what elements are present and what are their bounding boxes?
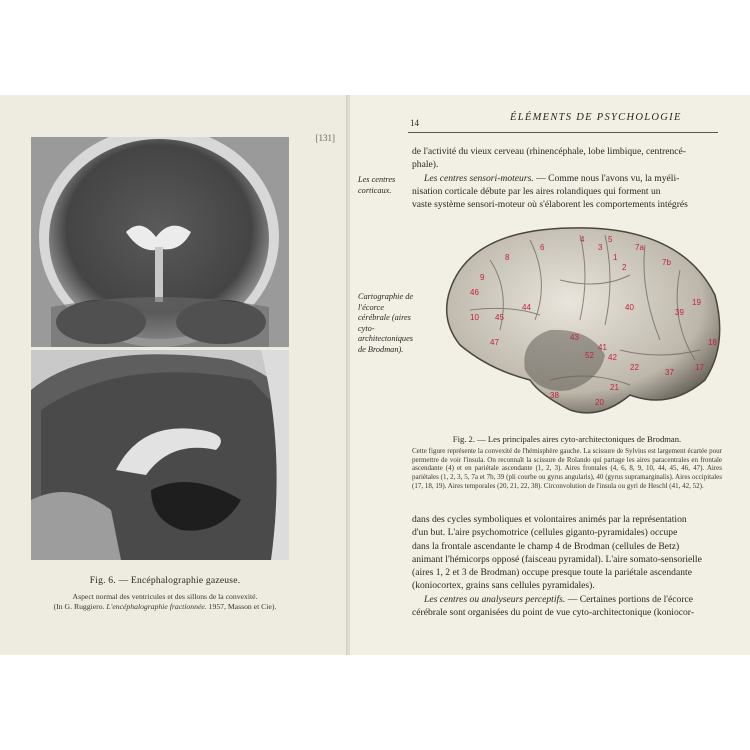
brodmann-area-label: 2 <box>622 263 627 272</box>
brodmann-area-label: 41 <box>598 343 607 352</box>
brodmann-area-label: 4 <box>580 235 585 244</box>
page-number: 14 <box>410 118 419 128</box>
text-line: vaste système sensori-moteur où s'élaborent les comportements intégrés <box>412 199 688 211</box>
figure-2-caption: Cette figure représente la convexité de l'hémisphère gauche. La scissure de Sylvius est largement écartée pour permettre de voir l'insula. On reconnaît la scissure de Rolando qui partage les aires paracentrales en frontale ascendante (4) et en pariétale ascendante (1, 2, 3). Aires frontales (4, 6, 8, 9, 10, 44, 45, 46, 47). Aires pariétales (1, 2, 3, 5, 7a et 7b, 39 (pli courbe ou gyrus angularis), 40 (gyrus supramarginalis). Aires occipitales (17, 18, 19). Aires temporales (20, 21, 22, 38). Circonvolution de l'insula ou gyri de Heschl (41, 42, 52). <box>412 447 722 490</box>
brodmann-area-label: 6 <box>540 243 545 252</box>
margin-note-centres: Les centres corticaux. <box>358 175 396 195</box>
brodmann-area-label: 20 <box>595 398 604 407</box>
brain-illustration <box>430 220 730 425</box>
figure-6-source-suffix: 1957, Masson et Cie). <box>206 602 277 611</box>
brodmann-area-label: 10 <box>470 313 479 322</box>
lateral-encephalogram-photo <box>31 350 289 560</box>
brodmann-area-label: 40 <box>625 303 634 312</box>
section-heading-sensori-moteurs: Les centres sensori-moteurs. <box>424 172 534 184</box>
text-line <box>412 172 722 185</box>
text-run: — Comme nous l'avons vu, la myéli- <box>533 172 680 184</box>
brodmann-area-label: 7b <box>662 258 671 267</box>
right-page <box>350 95 750 655</box>
brodmann-area-label: 44 <box>522 303 531 312</box>
brodmann-area-label: 52 <box>585 351 594 360</box>
brodmann-area-label: 43 <box>570 333 579 342</box>
header-rule <box>408 132 718 133</box>
brodmann-area-label: 7a <box>635 243 644 252</box>
brodmann-area-label: 42 <box>608 353 617 362</box>
text-line: (aires 1, 2 et 3 de Brodman) occupe presque toute la pariétale ascendante <box>412 567 692 579</box>
brodmann-area-label: 21 <box>610 383 619 392</box>
text-line: (koniocortex, grains sans cellules pyramidales). <box>412 580 595 592</box>
left-page <box>0 95 347 655</box>
text-line: dans la frontale ascendante le champ 4 de Brodman (cellules de Betz) <box>412 540 680 552</box>
figure-6-source-title: L'encéphalographie fractionnée. <box>106 602 207 611</box>
figure-6-title: Fig. 6. — Encéphalographie gazeuse. <box>89 575 241 586</box>
brodmann-area-label: 39 <box>675 308 684 317</box>
text-line: cérébrale sont organisées du point de vue cyto-architectonique (koniocor- <box>412 607 695 619</box>
text-line: de l'activité du vieux cerveau (rhinencéphale, lobe limbique, centrencé- <box>412 146 686 157</box>
paragraph-top <box>412 145 722 211</box>
brodmann-area-label: 8 <box>505 253 510 262</box>
figure-6-line-2 <box>20 602 310 612</box>
brodmann-area-label: 38 <box>550 391 559 400</box>
brodmann-area-label: 9 <box>480 273 485 282</box>
margin-note-cartographie: Cartographie de l'écorce cérébrale (aires cyto-architectoniques de Brodman). <box>358 292 414 354</box>
figure-2-title: Fig. 2. — Les principales aires cyto-architectoniques de Brodman. <box>452 434 682 444</box>
brodmann-area-label: 19 <box>692 298 701 307</box>
brodmann-area-label: 3 <box>598 243 603 252</box>
text-line: animant l'hémicorps opposé (faisceau pyramidal). L'aire somato-sensorielle <box>412 553 702 565</box>
figure-6-line-1: Aspect normal des ventricules et des sillons de la convexité. <box>72 592 258 601</box>
brodmann-area-label: 45 <box>495 313 504 322</box>
brodmann-brain-figure <box>430 220 730 425</box>
text-line: nisation corticale débute par les aires rolandiques qui forment un <box>412 185 661 197</box>
brodmann-area-label: 46 <box>470 288 479 297</box>
text-line: phale). <box>412 159 439 171</box>
brodmann-area-label: 37 <box>665 368 674 377</box>
running-head: ÉLÉMENTS DE PSYCHOLOGIE <box>510 112 682 123</box>
text-line: d'un but. L'aire psychomotrice (cellules giganto-pyramidales) occupe <box>412 527 678 539</box>
paragraph-bottom <box>412 513 722 619</box>
figure-6-caption <box>20 575 310 612</box>
section-heading-analyseurs: Les centres ou analyseurs perceptifs. <box>424 593 566 605</box>
brodmann-area-label: 17 <box>695 363 704 372</box>
text-line: dans des cycles symboliques et volontaires animés par la représentation <box>412 514 687 525</box>
brodmann-area-label: 1 <box>613 253 618 262</box>
text-line <box>412 593 722 606</box>
brodmann-area-label: 18 <box>708 338 717 347</box>
figure-6-source-prefix: (In G. Ruggiero. <box>53 602 107 611</box>
plate-number: [131] <box>315 133 335 143</box>
brodmann-area-label: 47 <box>490 338 499 347</box>
text-run: — Certaines portions de l'écorce <box>565 593 694 605</box>
frontal-encephalogram-photo <box>31 137 289 347</box>
brodmann-area-label: 5 <box>608 235 613 244</box>
brodmann-area-label: 22 <box>630 363 639 372</box>
